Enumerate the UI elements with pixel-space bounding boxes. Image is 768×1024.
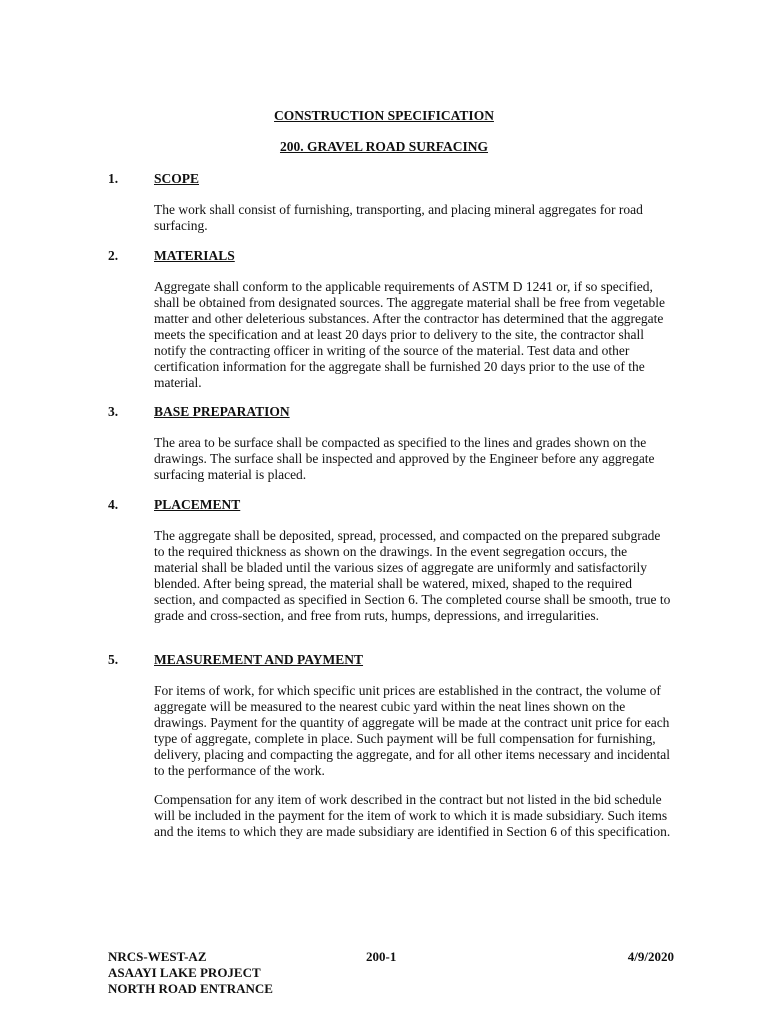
section-paragraph: For items of work, for which specific unit prices are established in the contract, the volume of aggregate will be measured to the nearest cubic yard within the neat lines shown on the drawings. Payment for the quantity of aggregate will be made at the contract unit price for each type of aggregate, complete in place. Such payment will be full compensation for furnishing, delivery, placing and compacting the aggregate, and for all other items necessary and incidental to the performance of the work. [154,683,671,778]
section-heading-scope: SCOPE [154,171,200,186]
section-heading-materials: MATERIALS [154,248,235,263]
section-heading-measurement-and-payment: MEASUREMENT AND PAYMENT [154,652,364,667]
section-paragraph: Compensation for any item of work described in the contract but not listed in the bid schedule will be included in the payment for the item of work to which it is made subsidiary. Such items and the items to which they are made subsidiary are identified in Section 6 of this specification. [154,792,671,839]
section-number: 2. [108,248,119,263]
footer-agency: NRCS-WEST-AZ [108,949,207,964]
section-paragraph: The area to be surface shall be compacted as specified to the lines and grades shown on the drawings. The surface shall be inspected and approved by the Engineer before any aggregate surfacing material is placed. [154,435,655,482]
document-subtitle: 200. GRAVEL ROAD SURFACING [279,139,489,154]
section-number: 1. [108,171,119,186]
footer-date: 4/9/2020 [627,949,674,964]
section-paragraph: Aggregate shall conform to the applicable requirements of ASTM D 1241 or, if so specified, shall be obtained from designated sources. The aggregate material shall be free from vegetable matter and other deleterious substances. After the contractor has determined that the aggregate meets the specification and at least 20 days prior to delivery to the site, the contractor shall notify the contracting officer in writing of the source of the material. Test data and other certification information for the aggregate shall be furnished 20 days prior to the use of the material. [154,279,666,390]
section-paragraph: The aggregate shall be deposited, spread, processed, and compacted on the prepared subgrade to the required thickness as shown on the drawings. In the event segregation occurs, the material shall be bladed until the various sizes of aggregate are uniformly and satisfactorily blended. After being spread, the material shall be watered, mixed, shaped to the required section, and compacted as specified in Section 6. The completed course shall be smooth, true to grade and cross-section, and free from ruts, humps, depressions, and irregularities. [154,528,671,623]
footer-project-name: ASAAYI LAKE PROJECT [108,965,261,980]
section-number: 4. [108,497,119,512]
footer-location: NORTH ROAD ENTRANCE [108,981,273,996]
section-heading-placement: PLACEMENT [154,497,241,512]
section-heading-base-preparation: BASE PREPARATION [154,404,290,419]
footer-page-number: 200-1 [366,949,397,964]
section-paragraph: The work shall consist of furnishing, transporting, and placing mineral aggregates for road surfacing. [154,202,643,233]
section-number: 5. [108,652,119,667]
footer-project-info [108,949,273,997]
document-title: CONSTRUCTION SPECIFICATION [274,108,494,123]
section-number: 3. [108,404,119,419]
